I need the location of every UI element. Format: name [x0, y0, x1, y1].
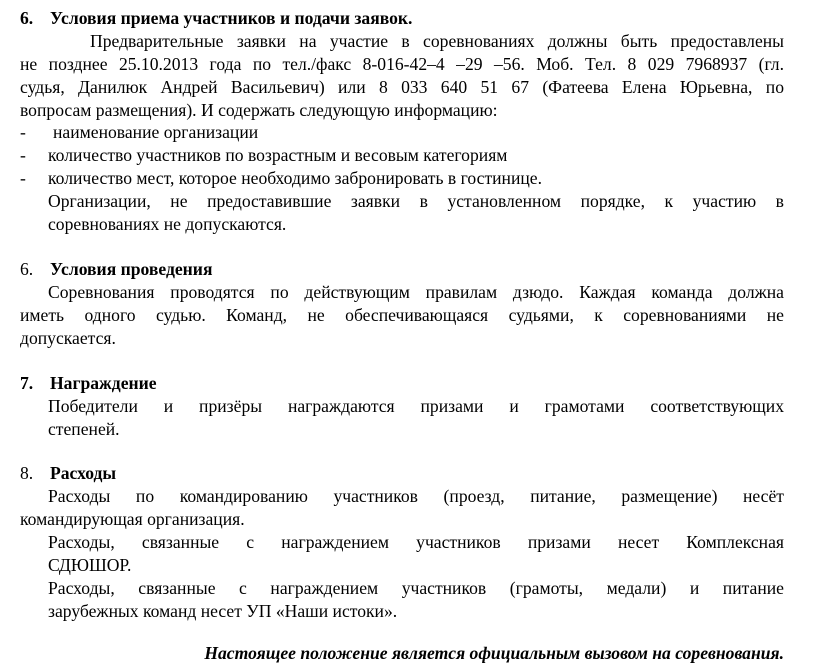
section-6a-title: Условия приема участников и подачи заявок. — [50, 8, 413, 28]
official-call-statement: Настоящее положение является официальным вызовом на соревнования. — [204, 643, 784, 663]
section-8-title: Расходы — [50, 463, 117, 483]
section-7-heading — [20, 372, 157, 395]
section-7-para-line-1: Победители и призёры награждаются призами и грамотами соответствующих — [48, 396, 784, 416]
section-6b-para-line-2: иметь одного судью. Команд, не обеспечивающаяся судьями, к соревнованиями не — [20, 305, 784, 325]
bullet-2-text: количество участников по возрастным и весовым категориям — [48, 145, 508, 165]
section-8-p1-line-1: Расходы по командированию участников (проезд, питание, размещение) несёт — [48, 486, 784, 506]
section-6a-heading — [20, 7, 412, 30]
section-6b-para-line-3: допускается. — [20, 328, 116, 348]
section-6b-para-line-1: Соревнования проводятся по действующим правилам дзюдо. Каждая команда должна — [48, 282, 784, 302]
section-6b-heading — [20, 258, 212, 281]
section-8-p2-line-2: СДЮШОР. — [48, 555, 132, 575]
section-6b-number: 6. — [20, 259, 34, 279]
section-6a-note-line-1: Организации, не предоставившие заявки в установленном порядке, к участию в — [48, 191, 784, 211]
section-8-heading — [20, 462, 116, 485]
bullet-2-mark: - — [20, 145, 26, 165]
section-6a-number: 6. — [20, 8, 34, 28]
section-6a-para-line-2: не позднее 25.10.2013 года по тел./факс 8-016-42–4 –29 –56. Моб. Тел. 8 029 7968937 (гл. — [20, 54, 784, 74]
section-7-title: Награждение — [50, 373, 157, 393]
section-6a-para-line-1: Предварительные заявки на участие в соревнованиях должны быть предоставлены — [90, 31, 784, 51]
section-8-p3-line-1: Расходы, связанные с награждением участников (грамоты, медали) и питание — [48, 578, 784, 598]
section-7-para-line-2: степеней. — [48, 419, 120, 439]
section-6a-para-line-4: вопросам размещения). И содержать следующую информацию: — [20, 100, 498, 120]
section-8-number: 8. — [20, 463, 34, 483]
section-6b-title: Условия проведения — [50, 259, 213, 279]
section-7-number: 7. — [20, 373, 34, 393]
section-8-p1-line-2: командирующая организация. — [20, 509, 245, 529]
section-6a-note-line-2: соревнованиях не допускаются. — [48, 214, 287, 234]
bullet-1-mark: - — [20, 122, 26, 142]
section-8-p2-line-1: Расходы, связанные с награждением участников призами несет Комплексная — [48, 532, 784, 552]
bullet-1-text: наименование организации — [53, 122, 259, 142]
section-8-p3-line-2: зарубежных команд несет УП «Наши истоки». — [48, 601, 398, 621]
section-6a-para-line-3: судья, Данилюк Андрей Васильевич) или 8 033 640 51 67 (Фатеева Елена Юрьевна, по — [20, 77, 784, 97]
bullet-3-mark: - — [20, 168, 26, 188]
bullet-3-text: количество мест, которое необходимо забронировать в гостинице. — [48, 168, 542, 188]
